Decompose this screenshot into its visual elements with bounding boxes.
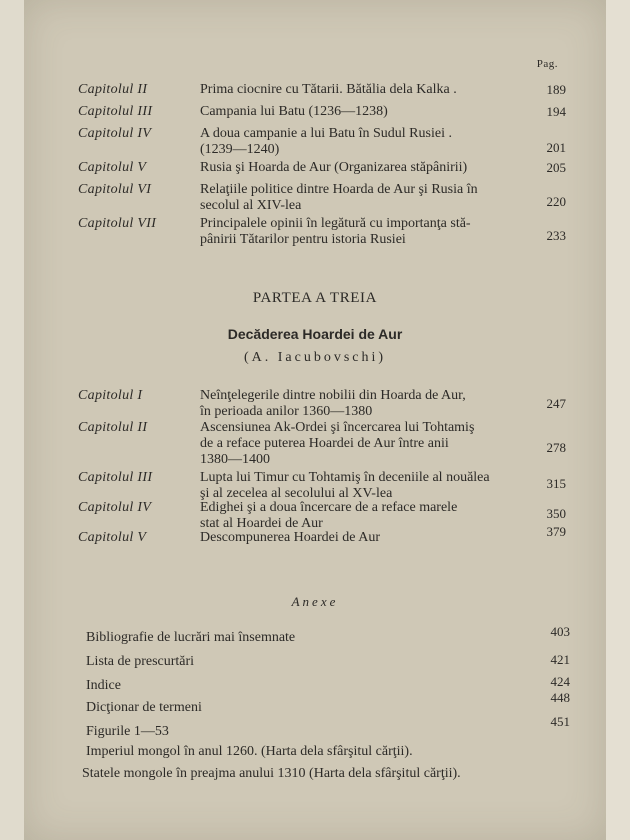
chapter-title: Lupta lui Timur cu Tohtamiş în deceniile al nouălea: [200, 470, 490, 485]
chapter-title: Descompunerea Hoardei de Aur: [200, 530, 380, 545]
page-number: 421: [550, 652, 570, 667]
chapter-title: Rusia şi Hoarda de Aur (Organizarea stăpânirii): [200, 160, 468, 175]
chapter-number: Capitolul VII: [78, 216, 157, 231]
chapter-title: Ascensiunea Ak-Ordei şi încercarea lui Tohtamiş: [200, 420, 475, 435]
page-number: 379: [546, 524, 566, 539]
chapter-number: Capitolul II: [78, 420, 148, 435]
page-number: 201: [546, 140, 566, 155]
chapter-title: Relaţiile politice dintre Hoarda de Aur şi Rusia în: [200, 182, 478, 197]
part-subtitle: Decăderea Hoardei de Aur: [227, 326, 403, 342]
chapter-number: Capitolul III: [78, 104, 153, 119]
page-number: 205: [546, 160, 566, 175]
page-number: 220: [546, 194, 566, 209]
chapter-number: Capitolul III: [78, 470, 153, 485]
page-number: 350: [546, 506, 566, 521]
chapter-title: Prima ciocnire cu Tătarii. Bătălia dela Kalka .: [200, 82, 457, 97]
appendix-title: Imperiul mongol în anul 1260. (Harta dela sfârşitul cărţii).: [86, 744, 413, 759]
chapter-number: Capitolul VI: [78, 182, 152, 197]
chapter-number: Capitolul IV: [78, 500, 152, 515]
chapter-title: Principalele opinii în legătură cu importanţa stă-: [200, 216, 471, 231]
chapter-number: Capitolul V: [78, 530, 147, 545]
page-column-label: Pag.: [536, 58, 558, 70]
page-number: 451: [550, 714, 570, 729]
chapter-title-line2: pânirii Tătarilor pentru istoria Rusiei: [200, 232, 406, 247]
appendix-title: Bibliografie de lucrări mai însemnate: [86, 630, 296, 645]
appendix-title: Indice: [86, 678, 121, 693]
part-title: PARTEA A TREIA: [252, 290, 378, 306]
book-page: [24, 0, 606, 840]
chapter-title: Campania lui Batu (1236—1238): [200, 104, 388, 119]
page-number: 194: [546, 104, 566, 119]
appendix-title: Lista de prescurtări: [86, 654, 195, 669]
chapter-number: Capitolul V: [78, 160, 147, 175]
chapter-title-line3: 1380—1400: [200, 452, 270, 467]
chapter-title: A doua campanie a lui Batu în Sudul Rusiei .: [200, 126, 452, 141]
appendix-title: Dicţionar de termeni: [86, 700, 202, 715]
page-number: 315: [546, 476, 566, 491]
page-number: 278: [546, 440, 566, 455]
page-number: 247: [546, 396, 566, 411]
chapter-title-line2: secolul al XIV-lea: [200, 198, 302, 213]
appendix-title: Figurile 1—53: [86, 724, 169, 739]
chapter-title-line2: (1239—1240): [200, 142, 280, 157]
page-number: 403: [550, 624, 570, 639]
chapter-number: Capitolul I: [78, 388, 143, 403]
page-margin-right: [606, 0, 630, 840]
page-margin-left: [0, 0, 24, 840]
page-number: 424: [550, 674, 570, 689]
chapter-title-line2: şi al zecelea al secolului al XV-lea: [200, 486, 393, 501]
chapter-title: Edighei şi a doua încercare de a reface marele: [200, 500, 458, 515]
part-author: (A. Iacubovschi): [243, 350, 387, 365]
appendix-heading: Anexe: [291, 594, 339, 609]
page-number: 233: [546, 228, 566, 243]
appendix-title: Statele mongole în preajma anului 1310 (Harta dela sfârşitul cărţii).: [82, 766, 461, 781]
chapter-title: Neînţelegerile dintre nobilii din Hoarda de Aur,: [200, 388, 466, 403]
chapter-title-line2: stat al Hoardei de Aur: [200, 516, 323, 531]
page-number: 189: [546, 82, 566, 97]
chapter-number: Capitolul II: [78, 82, 148, 97]
page-number: 448: [550, 690, 570, 705]
chapter-number: Capitolul IV: [78, 126, 152, 141]
chapter-title-line2: de a reface puterea Hoardei de Aur între anii: [200, 436, 449, 451]
chapter-title-line2: în perioada anilor 1360—1380: [200, 404, 373, 419]
